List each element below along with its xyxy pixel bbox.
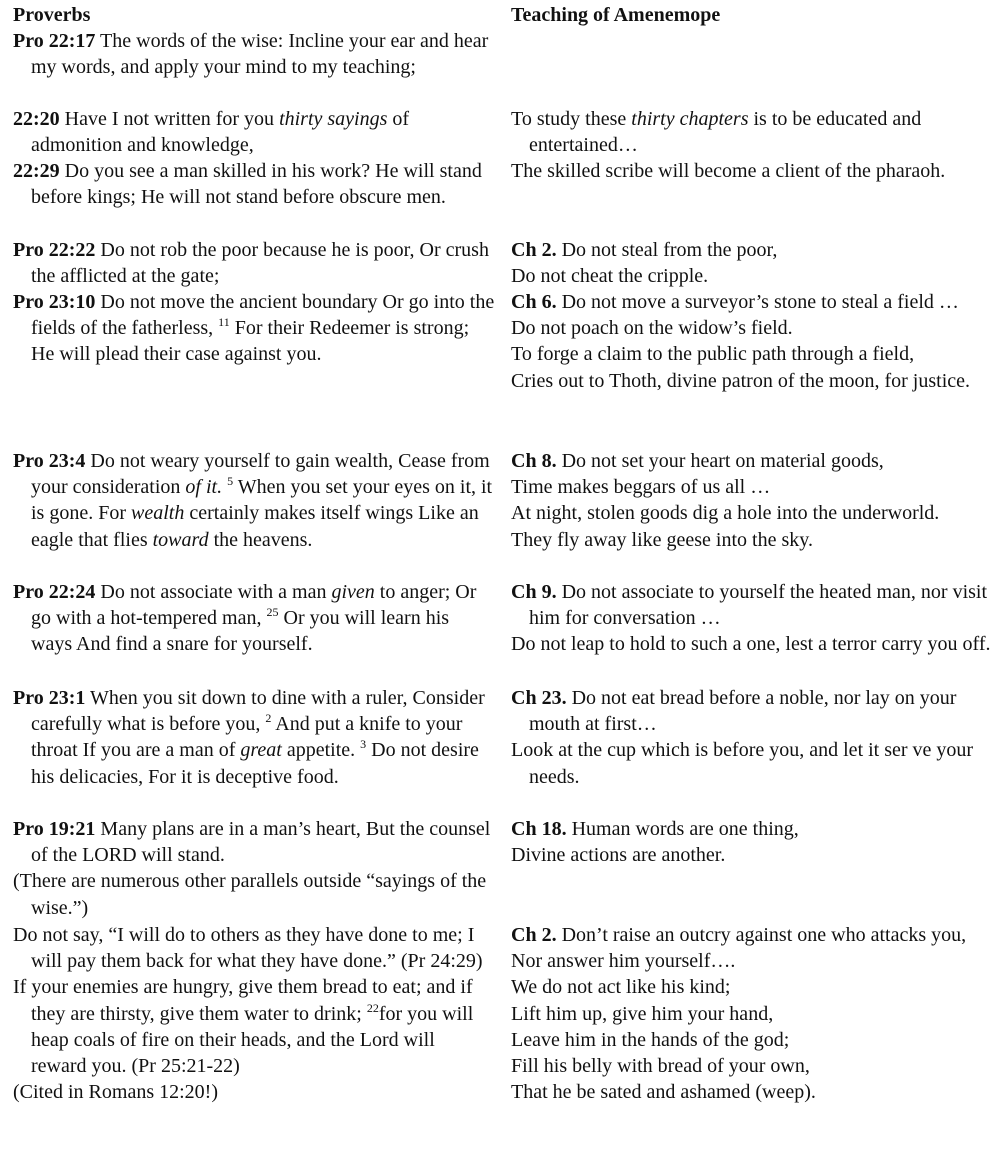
proverbs-cell — [13, 922, 495, 1105]
footnote-marker: 22 — [366, 1000, 379, 1015]
proverbs-entry: Pro 22:24 Do not associate with a man given to anger; Or go with a hot-tempered man, $^{25}$ Or you will learn his ways And find a snare for yourself. — [13, 581, 477, 656]
verse-ref: Pro 23:4 — [13, 450, 86, 472]
footnote-marker: 25 — [266, 605, 279, 620]
chapter-ref: Ch 9. — [511, 581, 557, 603]
amenemope-entry: Ch 8. Do not set your heart on material goods, — [511, 450, 884, 472]
footnote-marker: 5 — [227, 474, 234, 489]
amenemope-cell — [511, 237, 993, 289]
amenemope-entry: Fill his belly with bread of your own, — [511, 1055, 810, 1078]
amenemope-entry: Ch 18. Human words are one thing, — [511, 818, 799, 840]
amenemope-column-header: Teaching of Amenemope — [511, 4, 721, 26]
proverbs-cell — [13, 28, 495, 80]
proverbs-cell — [13, 289, 495, 368]
amenemope-entry: Lift him up, give him your hand, — [511, 1002, 774, 1025]
proverbs-cell — [13, 579, 495, 658]
amenemope-entry: They fly away like geese into the sky. — [511, 528, 813, 551]
chapter-ref: Ch 2. — [511, 924, 557, 946]
amenemope-entry: Ch 2. Don’t raise an outcry against one who attacks you, — [511, 924, 967, 946]
amenemope-entry: Leave him in the hands of the god; — [511, 1028, 790, 1051]
amenemope-cell — [511, 685, 993, 790]
amenemope-cell — [511, 106, 993, 158]
chapter-ref: Ch 8. — [511, 450, 557, 472]
chapter-ref: Ch 2. — [511, 239, 557, 261]
proverbs-entry: Pro 23:10 Do not move the ancient boundary Or go into the fields of the fatherless, $^{11}$ For their Redeemer is strong; He will plead their case against you. — [13, 291, 495, 366]
amenemope-entry: The skilled scribe will become a client of the pharaoh. — [511, 160, 946, 182]
amenemope-entry: Ch 6. Do not move a surveyor’s stone to steal a field … — [511, 291, 959, 313]
verse-ref: Pro 23:10 — [13, 291, 96, 313]
proverbs-entry: 22:20 Have I not written for you thirty sayings of admonition and knowledge, — [13, 108, 410, 157]
note-text: (There are numerous other parallels outside “sayings of the wise.”) — [13, 870, 487, 919]
footnote-marker: 11 — [218, 315, 230, 330]
proverbs-entry: Pro 23:4 Do not weary yourself to gain wealth, Cease from your consideration of it. $^5$ When you set your eyes on it, it is gone. For wealth certainly makes itself wings Like an eagle that flies toward the heavens. — [13, 450, 493, 551]
amenemope-cell — [511, 922, 993, 1105]
proverbs-entry: Pro 23:1 When you sit down to dine with a ruler, Consider carefully what is before you, $^2$ And put a knife to your throat If you are a man of great appetite. $^3$ Do not desire his delicacies, For it is deceptive food. — [13, 687, 485, 788]
amenemope-entry: Nor answer him yourself…. — [511, 950, 736, 973]
verse-ref: Pro 22:22 — [13, 239, 96, 261]
amenemope-entry: Cries out to Thoth, divine patron of the moon, for justice. — [511, 369, 971, 392]
amenemope-cell — [511, 448, 993, 553]
amenemope-cell — [511, 816, 993, 868]
amenemope-cell — [511, 579, 993, 658]
chapter-ref: Ch 18. — [511, 818, 567, 840]
proverbs-column-header: Proverbs — [13, 4, 91, 26]
amenemope-entry: Ch 23. Do not eat bread before a noble, nor lay on your mouth at first… — [511, 687, 957, 736]
verse-ref: Pro 22:17 — [13, 30, 96, 52]
amenemope-entry: Do not leap to hold to such a one, lest a terror carry you off. — [511, 633, 991, 656]
verse-ref: Pro 22:24 — [13, 581, 96, 603]
proverbs-entry: Pro 19:21 Many plans are in a man’s heart, But the counsel of the LORD will stand. — [13, 818, 491, 867]
amenemope-cell — [511, 158, 993, 184]
amenemope-entry: Time makes beggars of us all … — [511, 476, 771, 499]
amenemope-entry: Do not cheat the cripple. — [511, 265, 709, 288]
amenemope-entry: Ch 2. Do not steal from the poor, — [511, 239, 778, 261]
proverbs-cell — [13, 158, 495, 210]
footnote-marker: 3 — [360, 737, 367, 752]
proverbs-cell — [13, 237, 495, 289]
amenemope-entry: To study these thirty chapters is to be educated and entertained… — [511, 108, 922, 157]
amenemope-entry: That he be sated and ashamed (weep). — [511, 1081, 816, 1104]
proverbs-cell — [13, 816, 495, 921]
amenemope-cell — [511, 289, 993, 394]
proverbs-cell — [13, 448, 495, 553]
chapter-ref: Ch 6. — [511, 291, 557, 313]
proverbs-entry: Pro 22:17 The words of the wise: Incline your ear and hear my words, and apply your mind to my teaching; — [13, 30, 489, 79]
amenemope-entry: Look at the cup which is before you, and let it ser ve your needs. — [511, 739, 974, 788]
proverbs-entry: Pro 22:22 Do not rob the poor because he is poor, Or crush the afflicted at the gate; — [13, 239, 489, 288]
proverbs-entry: 22:29 Do you see a man skilled in his work? He will stand before kings; He will not stand before obscure men. — [13, 160, 482, 209]
amenemope-entry: Ch 9. Do not associate to yourself the heated man, nor visit him for conversation … — [511, 581, 988, 630]
amenemope-entry: Do not poach on the widow’s field. — [511, 317, 793, 340]
verse-ref: 22:29 — [13, 160, 60, 182]
amenemope-entry: At night, stolen goods dig a hole into the underworld. — [511, 502, 940, 525]
amenemope-entry: Divine actions are another. — [511, 844, 726, 867]
amenemope-entry: We do not act like his kind; — [511, 976, 731, 999]
verse-ref: 22:20 — [13, 108, 60, 130]
verse-ref: Pro 23:1 — [13, 687, 86, 709]
proverbs-entry: If your enemies are hungry, give them bread to eat; and if they are thirsty, give them water to drink; $^{22}$for you will heap coals of fire on their heads, and the Lord will reward you. (Pr 25:21-22) — [13, 976, 474, 1078]
chapter-ref: Ch 23. — [511, 687, 567, 709]
note-text: (Cited in Romans 12:20!) — [13, 1081, 218, 1104]
proverbs-cell — [13, 685, 495, 790]
proverbs-cell — [13, 106, 495, 158]
verse-ref: Pro 19:21 — [13, 818, 96, 840]
footnote-marker: 2 — [265, 711, 272, 726]
proverbs-entry: Do not say, “I will do to others as they have done to me; I will pay them back for what they have done.” (Pr 24:29) — [13, 924, 483, 973]
amenemope-entry: To forge a claim to the public path through a field, — [511, 343, 915, 366]
